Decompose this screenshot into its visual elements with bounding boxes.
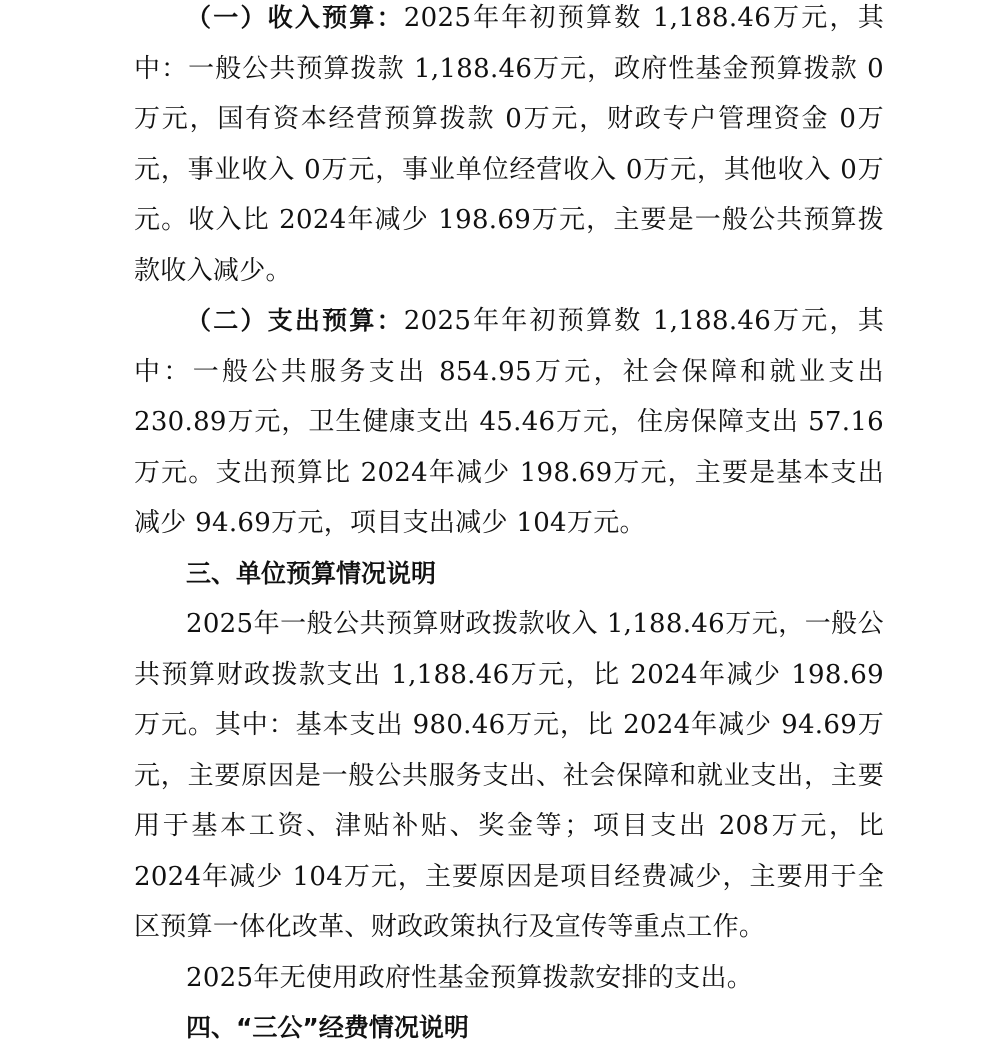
expense-budget-lead: （二）支出预算： <box>186 306 404 335</box>
unit-budget-heading: 三、单位预算情况说明 <box>186 558 437 588</box>
expense-budget-paragraph <box>134 296 884 549</box>
unit-budget-paragraph: 2025年一般公共预算财政拨款收入 1,188.46万元，一般公共预算财政拨款支出 1,188.46万元，比 2024年减少 198.69万元。其中：基本支出 980.46万元，比 2024年减少 94.69万元，主要原因是一般公共服务支出、社会保障和就业支出，主要用于基本工资、津贴补贴、奖金等；项目支出 208万元，比 2024年减少 104万元，主要原因是项目经费减少，主要用于全区预算一体化改革、财政政策执行及宣传等重点工作。 <box>134 609 884 942</box>
document-page <box>134 0 884 1054</box>
expense-budget-text: 2025年年初预算数 1,188.46万元，其中：一般公共服务支出 854.95万元，社会保障和就业支出 230.89万元，卫生健康支出 45.46万元，住房保障支出 57.16万元。支出预算比 2024年减少 198.69万元，主要是基本支出减少 94.69万元，项目支出减少 104万元。 <box>134 306 884 538</box>
income-budget-text: 2025年年初预算数 1,188.46万元，其中：一般公共预算拨款 1,188.46万元，政府性基金预算拨款 0万元，国有资本经营预算拨款 0万元，财政专户管理资金 0万元，事业收入 0万元，事业单位经营收入 0万元，其他收入 0万元。收入比 2024年减少 198.69万元，主要是一般公共预算拨款收入减少。 <box>134 3 884 286</box>
income-budget-paragraph <box>134 0 884 296</box>
government-fund-paragraph: 2025年无使用政府性基金预算拨款安排的支出。 <box>186 962 754 993</box>
income-budget-lead: （一）收入预算： <box>186 3 404 32</box>
three-public-heading: 四、“三公”经费情况说明 <box>186 1013 469 1042</box>
